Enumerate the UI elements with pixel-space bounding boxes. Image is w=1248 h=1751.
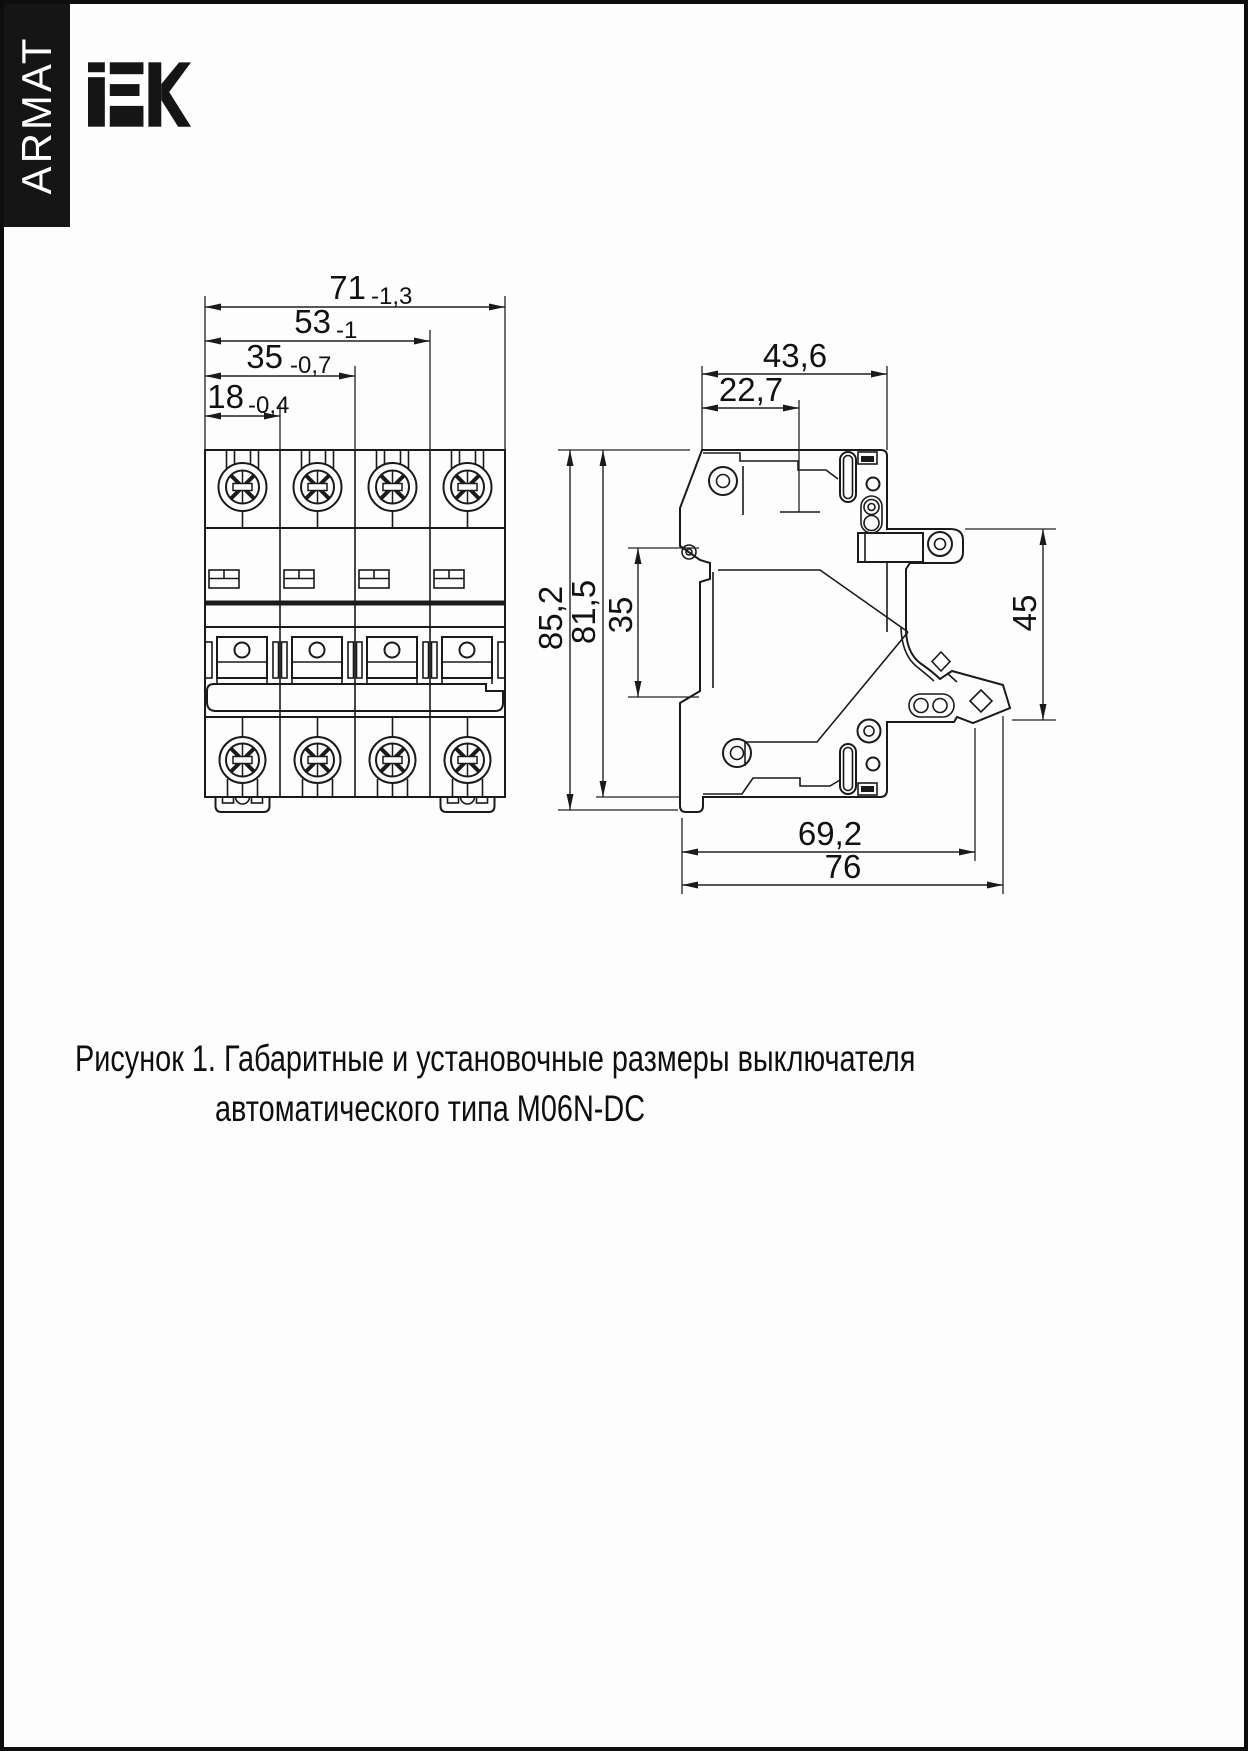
dim-18: 18 xyxy=(207,378,244,415)
dim-18-tol: -0,4 xyxy=(248,392,290,419)
dim-53: 53 xyxy=(294,303,331,340)
armat-label: ARMAT xyxy=(12,35,60,195)
dim-35w: 35 xyxy=(246,338,283,375)
armat-sidebar xyxy=(3,3,70,227)
iek-logo xyxy=(88,62,191,127)
dim-35w-tol: -0,7 xyxy=(290,352,332,379)
front-view-dimensions xyxy=(205,269,505,450)
dim-69-2: 69,2 xyxy=(797,815,863,852)
dim-81-5: 81,5 xyxy=(565,579,602,645)
dim-35h: 35 xyxy=(602,596,639,634)
figure-caption-line-1: Рисунок 1. Габаритные и установочные размеры выключателя xyxy=(75,1038,916,1079)
dim-71: 71 xyxy=(329,269,366,306)
side-view xyxy=(680,450,1010,812)
dim-85-2: 85,2 xyxy=(532,585,569,651)
dim-43-6: 43,6 xyxy=(762,337,828,374)
front-view xyxy=(205,450,505,812)
figure-caption-line-2: автоматического типа M06N-DC xyxy=(215,1088,646,1129)
dim-22-7: 22,7 xyxy=(718,371,784,408)
dim-45: 45 xyxy=(1006,594,1043,632)
side-view-dimensions xyxy=(532,337,1056,894)
dim-76: 76 xyxy=(824,848,862,885)
dim-53-tol: -1 xyxy=(336,317,358,344)
dim-71-tol: -1,3 xyxy=(371,283,413,310)
